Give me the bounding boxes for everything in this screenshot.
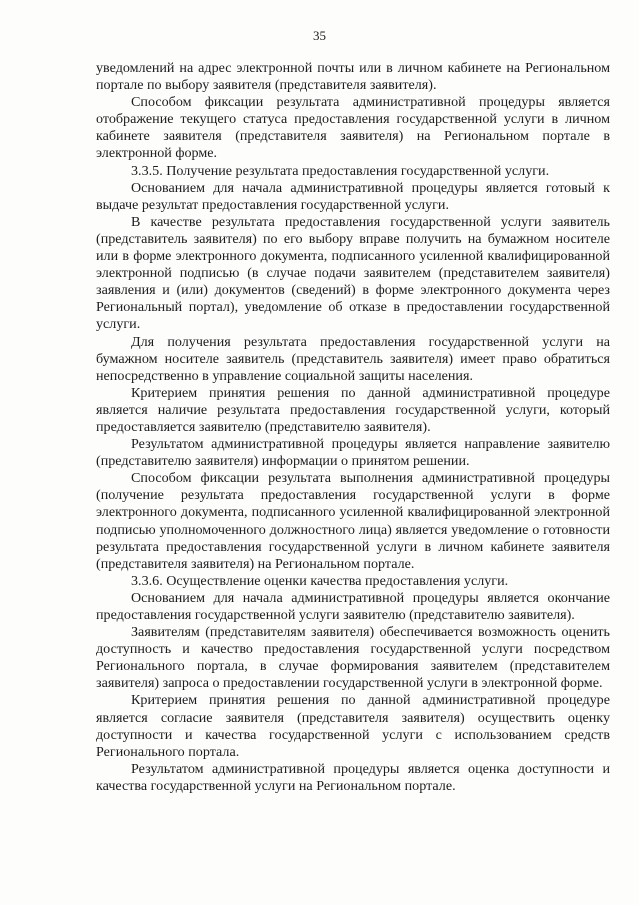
paragraph-assessment-result: Результатом административной процедуры является оценка доступности и качества государственной услуги на Региональном портале. — [96, 760, 610, 794]
paragraph-basis-completion: Основанием для начала административной процедуры является окончание предоставления государственной услуги заявителю (представителю заявителя). — [96, 589, 610, 623]
page-number: 35 — [313, 28, 326, 43]
paragraph-fixation-method: Способом фиксации результата выполнения административной процедуры (получение результата предоставления государственной услуги в форме электронного документа, подписанного усиленной квалифицированной электронной подписью уполномоченного должностного лица) является уведомление о готовности результата предоставления государственной услуги в личном кабинете заявителя (представителя заявителя) на Региональном портале. — [96, 470, 610, 572]
section-heading-3-3-6: 3.3.6. Осуществление оценки качества предоставления услуги. — [131, 572, 509, 589]
paragraph-basis-ready-result: Основанием для начала административной процедуры является готовый к выдаче результат предоставления государственной услуги. — [96, 179, 610, 213]
paragraph-quality-assessment: Заявителям (представителям заявителя) обеспечивается возможность оценить доступность и качество предоставления государственной услуги посредством Регионального портала, в случае формирования заявителем (представителем заявителя) запроса о предоставлении государственной услуги в электронной форме. — [96, 624, 610, 692]
paragraph-result-options: В качестве результата предоставления государственной услуги заявитель (представитель заявителя) по его выбору вправе получить на бумажном носителе или в форме электронного документа, подписанного усиленной квалифицированной электронной подписью (в случае подачи заявителем (представителем заявителя) заявления и (или) документов (сведений) в форме электронного документа через Региональный портал), уведомление об отказе в предоставлении государственной услуги. — [96, 213, 610, 333]
paragraph-decision-criterion: Критерием принятия решения по данной административной процедуре является наличие результата предоставления государственной услуги, который предоставляется заявителю (представителю заявителя). — [96, 384, 610, 435]
document-body — [96, 60, 610, 795]
paragraph-fixation-status: Способом фиксации результата административной процедуры является отображение текущего статуса предоставления государственной услуги в личном кабинете заявителя (представителя заявителя) на Региональном портале в электронной форме. — [96, 94, 610, 162]
section-heading-3-3-5: 3.3.5. Получение результата предоставления государственной услуги. — [131, 162, 550, 179]
paragraph-consent-criterion: Критерием принятия решения по данной административной процедуре является согласие заявителя (представителя заявителя) осуществить оценку доступности и качества государственной услуги с использованием средств Регионального портала. — [96, 692, 610, 760]
paragraph-paper-result: Для получения результата предоставления государственной услуги на бумажном носителе заявитель (представитель заявителя) имеет право обратиться непосредственно в управление социальной защиты населения. — [96, 333, 610, 384]
paragraph-procedure-result: Результатом административной процедуры является направление заявителю (представителю заявителя) информации о принятом решении. — [96, 436, 610, 470]
paragraph-continuation: уведомлений на адрес электронной почты или в личном кабинете на Региональном портале по выбору заявителя (представителя заявителя). — [96, 60, 610, 94]
